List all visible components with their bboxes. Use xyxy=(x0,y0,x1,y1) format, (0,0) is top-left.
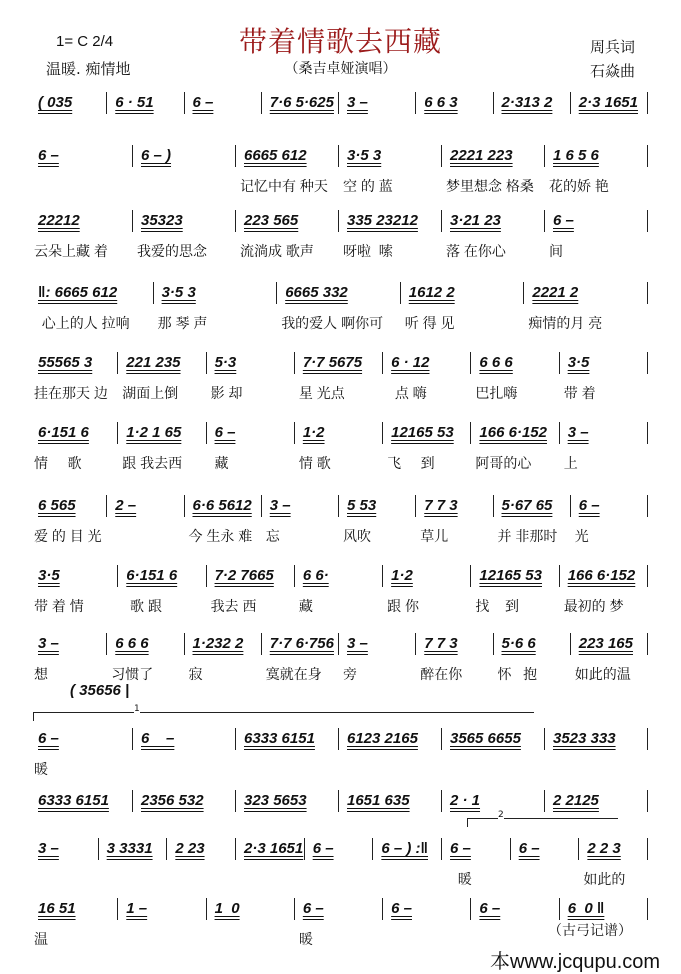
measure xyxy=(560,898,648,920)
measure xyxy=(107,633,184,682)
lyric: 我去 西 xyxy=(210,598,257,614)
measure-notes: 6·6 5612 xyxy=(192,497,252,514)
measure-notes: 3 – xyxy=(347,635,368,652)
measure xyxy=(571,495,648,544)
measure xyxy=(30,495,107,544)
measure xyxy=(99,838,168,860)
measure xyxy=(511,838,580,860)
lyric: 跟 你 xyxy=(387,598,420,614)
measure xyxy=(30,633,107,682)
measure-notes: ( 035 xyxy=(38,94,73,111)
measure-notes: 6 – xyxy=(192,94,214,111)
score-line xyxy=(30,633,648,682)
measure-notes: 6 – xyxy=(391,900,412,917)
score-line xyxy=(30,495,648,544)
measure xyxy=(494,495,571,544)
measure-notes: 2 2 3 xyxy=(587,840,621,857)
measure xyxy=(545,210,648,259)
measure-notes: 35323 xyxy=(141,212,183,229)
measure xyxy=(107,495,184,517)
lyric: 空 的 蓝 xyxy=(343,178,393,194)
measure xyxy=(339,92,416,114)
measure-notes: 3565 6655 xyxy=(450,730,521,747)
measure-notes: 166 6·152 xyxy=(479,424,547,441)
measure xyxy=(471,565,559,614)
lyric: 影 却 xyxy=(210,385,243,401)
measure-notes: 55565 3 xyxy=(38,354,93,371)
measure xyxy=(118,565,206,614)
lyric: 痴情的月 亮 xyxy=(528,315,603,331)
lyric: 跟 我去西 xyxy=(122,455,183,471)
measure-notes: 6 – xyxy=(312,840,334,857)
measure-notes: 3 – xyxy=(38,635,59,652)
lyric: 寂 xyxy=(188,666,203,682)
volta-number: 1 xyxy=(134,704,140,714)
measure xyxy=(339,495,416,544)
composer: 石焱曲 xyxy=(590,62,636,80)
measure-notes: 6 – xyxy=(518,840,540,857)
lyric: 上 xyxy=(563,455,578,471)
measure xyxy=(30,838,99,860)
measure xyxy=(30,422,118,471)
measure-notes: 6·151 6 xyxy=(38,424,89,441)
measure xyxy=(207,898,295,920)
measure-notes: 12165 53 xyxy=(479,567,542,584)
measure xyxy=(262,495,339,544)
measure-notes: 6123 2165 xyxy=(347,730,418,747)
score-line xyxy=(30,282,648,331)
lyric: 听 得 见 xyxy=(404,315,455,331)
lyric: 暖 xyxy=(34,761,48,777)
measure xyxy=(295,565,383,614)
measure-notes: 7·7 6·756 xyxy=(269,635,334,652)
measure xyxy=(30,790,133,812)
lyric: 歌 跟 xyxy=(122,598,162,614)
score-line xyxy=(30,92,648,114)
measure-notes: 2221 223 xyxy=(450,147,513,164)
measure-notes: 1 – xyxy=(126,900,148,917)
lyric: 巴扎嗨 xyxy=(475,385,518,401)
measure xyxy=(401,282,525,331)
measure xyxy=(494,92,571,114)
pickup-measure: ( 35656 | xyxy=(70,682,130,699)
measure-notes: 223 165 xyxy=(578,635,633,652)
measure xyxy=(277,282,401,331)
tempo-mood: 温暖. 痴情地 xyxy=(46,60,131,78)
measure-notes: 6 6 6 xyxy=(479,354,513,371)
measure xyxy=(339,633,416,682)
measure-notes: 6 – xyxy=(553,212,574,229)
measure-notes: 3 3331 xyxy=(106,840,153,857)
lyric: 我爱的思念 xyxy=(137,243,207,259)
measure-notes: 6 – xyxy=(450,840,471,857)
measure xyxy=(133,210,236,259)
measure-notes: 2356 532 xyxy=(141,792,204,809)
score-line xyxy=(30,565,648,614)
watermark: 本www.jcqupu.com xyxy=(490,951,661,973)
measure-notes: 6 – xyxy=(479,900,501,917)
measure xyxy=(560,565,648,614)
measure-notes: 6 565 xyxy=(38,497,76,514)
lyric: 如此的温 xyxy=(574,666,631,682)
lyric: 温 xyxy=(34,931,48,947)
measure xyxy=(236,838,305,860)
measure-notes: 6665 612 xyxy=(244,147,307,164)
measure-notes: 1·2 xyxy=(302,424,325,441)
lyric: 湖面上倒 xyxy=(122,385,179,401)
measure xyxy=(236,790,339,812)
measure-notes: 3·5 3 xyxy=(347,147,382,164)
measure xyxy=(185,633,262,682)
measure xyxy=(185,92,262,114)
measure-notes: 6 – xyxy=(214,424,236,441)
measure xyxy=(545,728,648,750)
measure-notes: 1 0 xyxy=(214,900,240,917)
lyric: 爱 的 目 光 xyxy=(34,528,102,544)
measure-notes: 6665 332 xyxy=(285,284,348,301)
measure-notes: 1651 635 xyxy=(347,792,410,809)
lyric: 找 到 xyxy=(475,598,519,614)
measure-notes: 6 – ) :‖ xyxy=(381,840,428,857)
measure-notes: 6 6· xyxy=(302,567,329,584)
lyric: 星 光点 xyxy=(298,385,345,401)
measure xyxy=(133,728,236,750)
measure-notes: 6·151 6 xyxy=(126,567,178,584)
measure xyxy=(262,92,339,114)
measure-notes: 2 2125 xyxy=(553,792,599,809)
measure xyxy=(339,210,442,259)
measure xyxy=(560,422,648,471)
measure-notes: 166 6·152 xyxy=(567,567,636,584)
lyric: 暖 xyxy=(446,871,472,887)
lyric: 飞 到 xyxy=(387,455,435,471)
measure-notes: 2·313 2 xyxy=(501,94,553,111)
lyric: 呀啦 嗦 xyxy=(343,243,393,259)
measure-notes: 1·2 1 65 xyxy=(126,424,182,441)
key-signature: 1= C 2/4 xyxy=(56,33,114,50)
measure xyxy=(579,838,648,887)
measure xyxy=(471,352,559,401)
transcriber-credit: （古弓记谱） xyxy=(548,923,632,939)
lyric: 我的爱人 啊你可 xyxy=(281,315,384,331)
measure-notes: 7·7 5675 xyxy=(302,354,363,371)
lyric: 忘 xyxy=(265,528,280,544)
measure xyxy=(571,633,648,682)
measure-notes: 6 · 12 xyxy=(391,354,430,371)
measure-notes: 6 · 51 xyxy=(115,94,154,111)
measure-notes: 2·3 1651 xyxy=(578,94,638,111)
lyric: 阿哥的心 xyxy=(475,455,532,471)
measure xyxy=(107,92,184,114)
measure-notes: 1 6 5 6 xyxy=(553,147,599,164)
measure xyxy=(30,565,118,614)
singer: （桑吉卓娅演唱） xyxy=(284,61,397,77)
measure xyxy=(185,495,262,544)
measure xyxy=(295,422,383,471)
measure-notes: 7·6 5·625 xyxy=(269,94,334,111)
measure xyxy=(471,898,559,920)
measure-notes: 6 6 6 xyxy=(115,635,149,652)
measure xyxy=(236,210,339,259)
lyric: 醉在你 xyxy=(420,666,463,682)
score-line xyxy=(30,728,648,777)
measure xyxy=(30,210,133,259)
measure-notes: 3 – xyxy=(269,497,291,514)
lyric: 寞就在身 xyxy=(265,666,322,682)
measure xyxy=(118,422,206,471)
score-line xyxy=(30,790,648,812)
lyric: 云朵上藏 着 xyxy=(34,243,108,259)
lyric: 风吹 xyxy=(343,528,371,544)
measure xyxy=(167,838,236,860)
volta-bracket-1 xyxy=(33,704,534,721)
lyric: 花的娇 艳 xyxy=(549,178,609,194)
measure-notes: 6 – xyxy=(302,900,324,917)
measure-notes: 3 – xyxy=(38,840,59,857)
measure xyxy=(295,898,383,947)
measure-notes: 6 – xyxy=(38,730,59,747)
lyric: 情 歌 xyxy=(298,455,331,471)
lyric: 想 xyxy=(34,666,48,682)
measure-notes: 6 – xyxy=(38,147,59,164)
measure xyxy=(30,728,133,777)
measure-notes: 6333 6151 xyxy=(244,730,315,747)
measure xyxy=(442,210,545,259)
measure xyxy=(118,898,206,920)
measure xyxy=(442,838,511,887)
measure xyxy=(416,633,493,682)
lyric: 藏 xyxy=(298,598,313,614)
measure-notes: 221 235 xyxy=(126,354,181,371)
volta-bracket-2 xyxy=(467,810,618,827)
measure-notes: 1·232 2 xyxy=(192,635,244,652)
lyric: 记忆中有 种天 xyxy=(240,178,328,194)
measure xyxy=(442,728,545,750)
lyric: 挂在那天 边 xyxy=(34,385,108,401)
measure-notes: 3·5 3 xyxy=(161,284,196,301)
measure-notes: 2·3 1651 xyxy=(244,840,304,857)
measure xyxy=(30,898,118,947)
measure xyxy=(339,790,442,812)
measure-notes: 3·21 23 xyxy=(450,212,501,229)
measure xyxy=(339,728,442,750)
measure-notes: 3 – xyxy=(347,94,368,111)
measure-notes: 3·5 xyxy=(567,354,590,371)
lyric: 习惯了 xyxy=(111,666,154,682)
score-line xyxy=(30,352,648,401)
measure xyxy=(442,790,545,812)
measure-notes: 5·6 6 xyxy=(501,635,536,652)
lyric: 今 生永 难 xyxy=(188,528,253,544)
measure xyxy=(118,352,206,401)
measure-notes: 3523 333 xyxy=(553,730,616,747)
measure xyxy=(295,352,383,401)
lyric: 情 歌 xyxy=(34,455,82,471)
measure-notes: 2 23 xyxy=(175,840,205,857)
measure-notes: ‖: 6665 612 xyxy=(38,284,118,301)
lyric: 落 在你心 xyxy=(446,243,506,259)
measure-notes: 7 7 3 xyxy=(424,635,458,652)
measure xyxy=(207,565,295,614)
measure xyxy=(30,145,133,167)
measure xyxy=(571,92,648,114)
lyric: 点 嗨 xyxy=(387,385,427,401)
measure-notes: 5 53 xyxy=(347,497,377,514)
lyric: 梦里想念 格桑 xyxy=(446,178,534,194)
lyric: 间 xyxy=(549,243,563,259)
measure-notes: 5·67 65 xyxy=(501,497,553,514)
measure-notes: 3·5 xyxy=(38,567,60,584)
score-line xyxy=(30,838,648,887)
measure-notes: 5·3 xyxy=(214,354,237,371)
measure xyxy=(383,352,471,401)
measure xyxy=(524,282,648,331)
measure xyxy=(383,565,471,614)
lyric: 并 非那时 xyxy=(497,528,558,544)
score-line xyxy=(30,210,648,259)
measure xyxy=(339,145,442,194)
lyric: 藏 xyxy=(210,455,229,471)
measure-notes: 6333 6151 xyxy=(38,792,109,809)
measure xyxy=(133,145,236,167)
measure xyxy=(30,352,118,401)
measure-notes: 1612 2 xyxy=(408,284,455,301)
measure xyxy=(154,282,278,331)
measure-notes: 6 – ) xyxy=(141,147,172,164)
lyric: 光 xyxy=(574,528,589,544)
lyric: 旁 xyxy=(343,666,357,682)
score-line xyxy=(30,422,648,471)
measure-notes: 323 5653 xyxy=(244,792,307,809)
measure xyxy=(416,495,493,544)
measure xyxy=(30,92,107,114)
measure-notes: 2 · 1 xyxy=(450,792,481,809)
measure xyxy=(545,145,648,194)
score-line xyxy=(30,145,648,194)
measure-notes: 6 6 3 xyxy=(424,94,458,111)
measure xyxy=(471,422,559,471)
measure xyxy=(236,145,339,194)
lyric: 如此的 xyxy=(583,871,626,887)
measure-notes: 3 – xyxy=(567,424,589,441)
lyricist: 周兵词 xyxy=(590,38,636,56)
measure xyxy=(373,838,442,860)
measure xyxy=(383,898,471,920)
measure xyxy=(207,352,295,401)
lyric: 那 琴 声 xyxy=(157,315,208,331)
measure-notes: 7 7 3 xyxy=(424,497,458,514)
measure-notes: 1·2 xyxy=(391,567,413,584)
measure xyxy=(207,422,295,471)
lyric: 暖 xyxy=(298,931,313,947)
measure-notes: 12165 53 xyxy=(391,424,454,441)
measure xyxy=(494,633,571,682)
measure xyxy=(383,422,471,471)
lyric: 流淌成 歌声 xyxy=(240,243,314,259)
measure-notes: 6 – xyxy=(578,497,600,514)
measure-notes: 22212 xyxy=(38,212,80,229)
measure xyxy=(262,633,339,682)
measure-notes: 16 51 xyxy=(38,900,76,917)
measure xyxy=(30,282,154,331)
lyric: 最初的 梦 xyxy=(563,598,624,614)
measure-notes: 2221 2 xyxy=(532,284,579,301)
measure xyxy=(236,728,339,750)
measure-notes: 6 – xyxy=(141,730,175,747)
lyric: 草儿 xyxy=(420,528,449,544)
song-title: 带着情歌去西藏 xyxy=(238,25,442,58)
lyric: 带 着 情 xyxy=(34,598,84,614)
measure-notes: 7·2 7665 xyxy=(214,567,274,584)
measure-notes: 6 0 ‖ xyxy=(567,900,605,917)
measure-notes: 335 23212 xyxy=(347,212,418,229)
measure xyxy=(133,790,236,812)
measure xyxy=(305,838,374,860)
measure-notes: 2 – xyxy=(115,497,137,514)
lyric: 心上的人 拉响 xyxy=(34,315,130,331)
lyric: 怀 抱 xyxy=(497,666,538,682)
volta-number: 2 xyxy=(498,810,504,820)
measure xyxy=(416,92,493,114)
measure xyxy=(560,352,648,401)
lyric: 带 着 xyxy=(563,385,596,401)
measure-notes: 223 565 xyxy=(244,212,299,229)
measure xyxy=(545,790,648,812)
measure xyxy=(442,145,545,194)
